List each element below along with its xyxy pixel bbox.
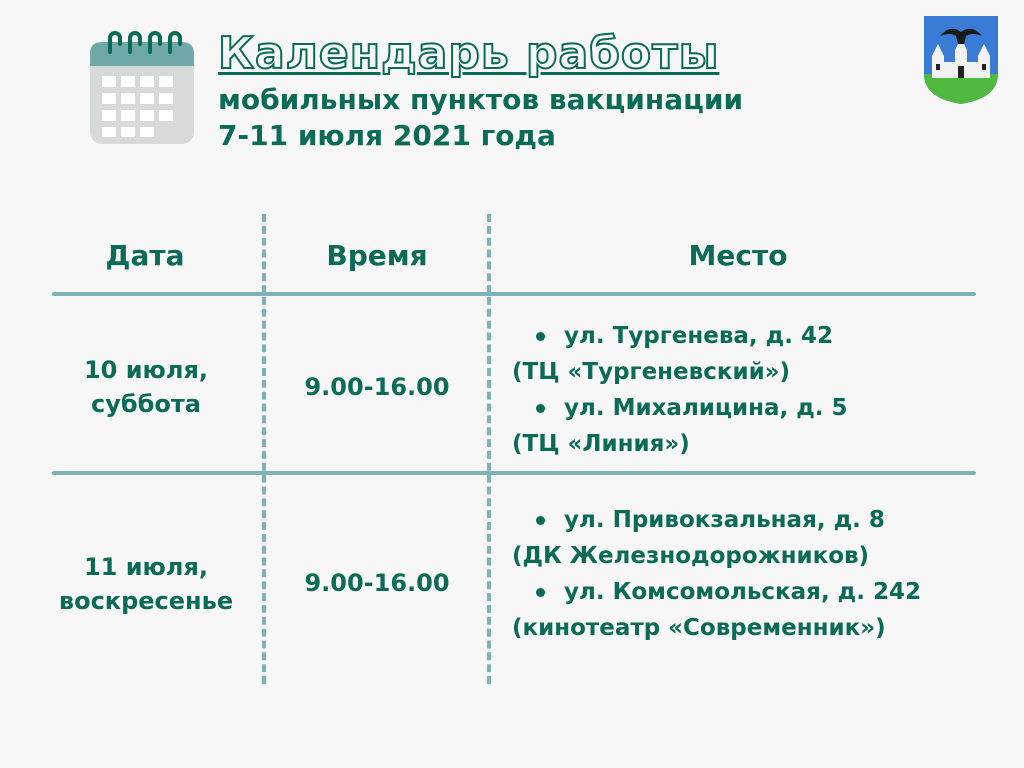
column-header-time: Время [326, 239, 428, 272]
row-1-date-line2: суббота [91, 390, 201, 418]
column-divider-2 [487, 214, 491, 684]
row-2-date [30, 550, 262, 618]
row-2-time: 9.00-16.00 [304, 569, 450, 597]
row-2-date-line1: 11 июля, [83, 553, 208, 581]
place-address: ул. Привокзальная, д. 8 [564, 507, 885, 533]
row-2-date-line2: воскресенье [58, 587, 234, 615]
place-note: (ТЦ «Тургеневский») [512, 359, 791, 385]
place-address: ул. Тургенева, д. 42 [564, 323, 833, 349]
place-note: (ДК Железнодорожников) [512, 543, 870, 569]
column-header-date: Дата [105, 239, 185, 272]
page-title: Календарь работы [218, 28, 720, 79]
place-note: (ТЦ «Линия») [512, 431, 690, 457]
title-block [218, 28, 878, 154]
list-item [512, 318, 992, 354]
row-1-places [512, 318, 992, 462]
page-subtitle-line2: 7-11 июля 2021 года [218, 119, 556, 152]
row-2-places [512, 502, 992, 646]
list-item [512, 390, 992, 426]
list-item [512, 502, 992, 538]
bullet-icon [536, 332, 545, 341]
page-subtitle-line1: мобильных пунктов вакцинации [218, 83, 744, 116]
header-divider [52, 292, 976, 296]
row-divider [52, 471, 976, 475]
column-header-place: Место [688, 239, 788, 272]
place-note: (кинотеатр «Современник») [512, 615, 886, 641]
list-item [512, 574, 992, 610]
bullet-icon [536, 404, 545, 413]
place-address: ул. Комсомольская, д. 242 [564, 579, 922, 605]
place-address: ул. Михалицина, д. 5 [564, 395, 848, 421]
city-emblem-icon [922, 14, 1000, 106]
row-1-date-line1: 10 июля, [83, 356, 208, 384]
bullet-icon [536, 516, 545, 525]
row-1-date [30, 353, 262, 421]
column-divider-1 [262, 214, 266, 684]
calendar-icon [88, 30, 196, 146]
row-1-time: 9.00-16.00 [304, 373, 450, 401]
bullet-icon [536, 588, 545, 597]
